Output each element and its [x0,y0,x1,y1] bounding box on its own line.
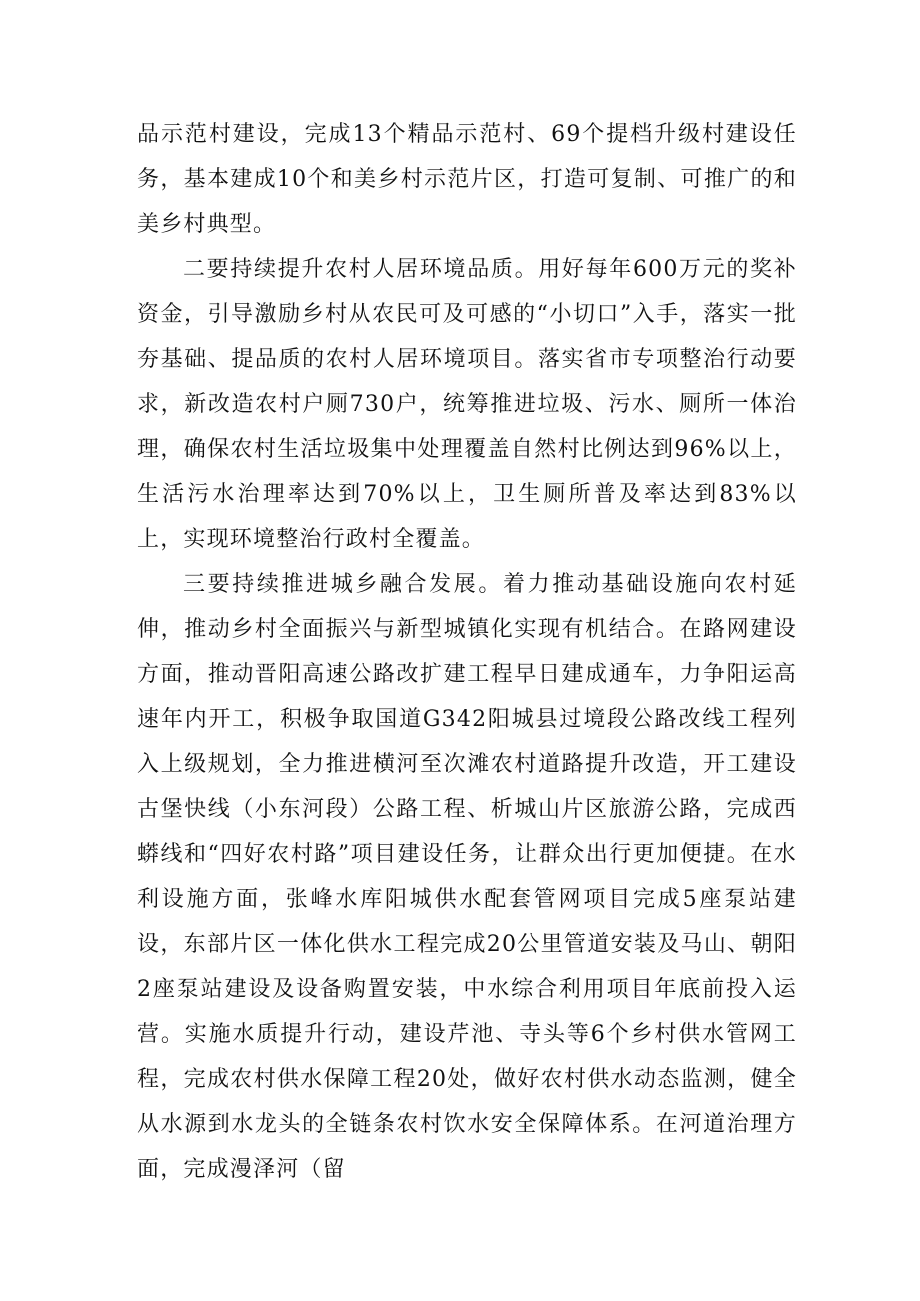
paragraph-continuation: 品示范村建设，完成13个精品示范村、69个提档升级村建设任务，基本建成10个和美乡村示范片区，打造可复制、可推广的和美乡村典型。 [137,122,797,237]
paragraph-rural-environment: 二要持续提升农村人居环境品质。用好每年600万元的奖补资金，引导激励乡村从农民可及可感的“小切口”入手，落实一批夯基础、提品质的农村人居环境项目。落实省市专项整治行动要求，新改造农村户厕730户，统筹推进垃圾、污水、厕所一体治理，确保农村生活垃圾集中处理覆盖自然村比例达到96%以上，生活污水治理率达到70%以上，卫生厕所普及率达到83%以上，实现环境整治行政村全覆盖。 [137,257,797,552]
document-body [137,112,797,1192]
paragraph-urban-rural-integration: 三要持续推进城乡融合发展。着力推动基础设施向农村延伸，推动乡村全面振兴与新型城镇化实现有机结合。在路网建设方面，推动晋阳高速公路改扩建工程早日建成通车，力争阳运高速年内开工，积极争取国道G342阳城县过境段公路改线工程列入上级规划，全力推进横河至次滩农村道路提升改造，开工建设古堡快线（小东河段）公路工程、析城山片区旅游公路，完成西蟒线和“四好农村路”项目建设任务，让群众出行更加便捷。在水利设施方面，张峰水库阳城供水配套管网项目完成5座泵站建设，东部片区一体化供水工程完成20公里管道安装及马山、朝阳2座泵站建设及设备购置安装，中水综合利用项目年底前投入运营。实施水质提升行动，建设芹池、寺头等6个乡村供水管网工程，完成农村供水保障工程20处，做好农村供水动态监测，健全从水源到水龙头的全链条农村饮水安全保障体系。在河道治理方面，完成漫泽河（留 [137,572,797,1182]
